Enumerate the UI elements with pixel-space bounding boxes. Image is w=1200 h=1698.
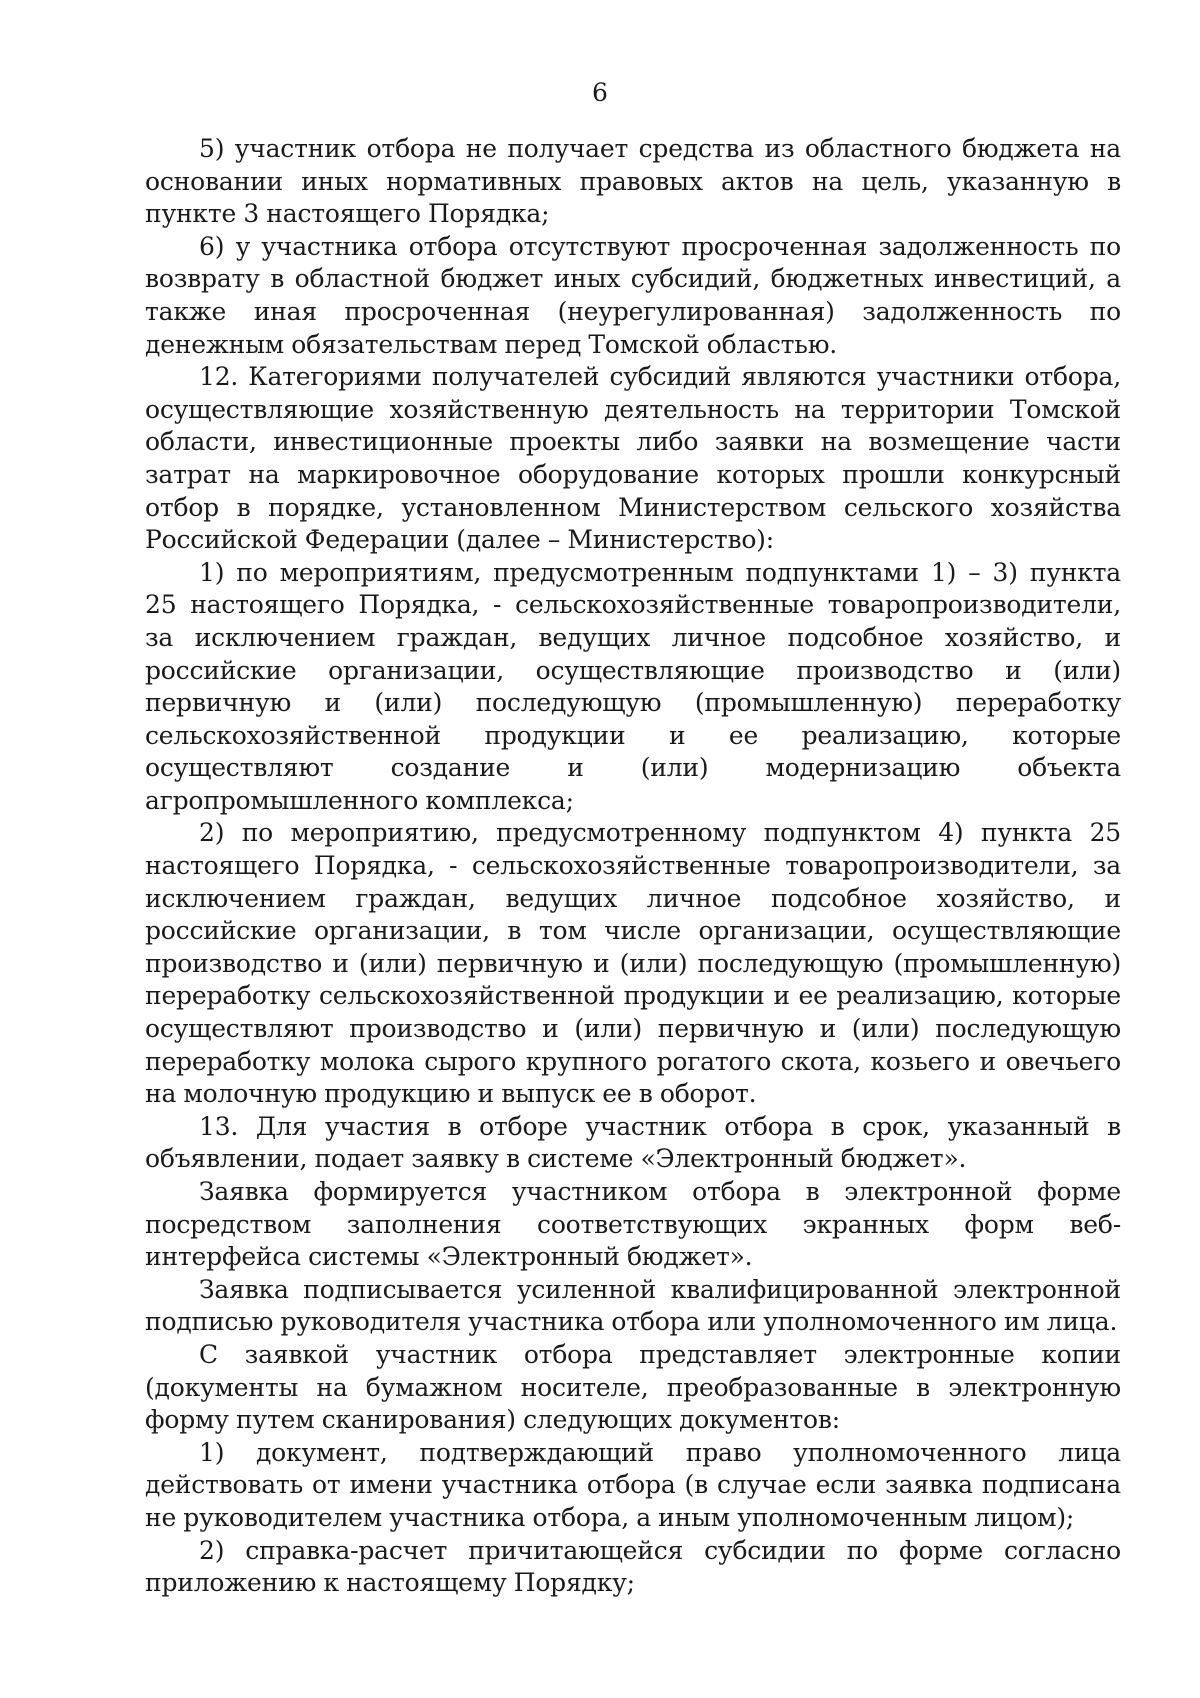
paragraph-electronic-copies: С заявкой участник отбора представляет электронные копии (документы на бумажном носителе, преобразованные в электронную форму путем сканирования) следующих документов: (145, 1339, 1121, 1435)
paragraph-section-12-item-2: 2) по мероприятию, предусмотренному подпунктом 4) пункта 25 настоящего Порядка, - сельскохозяйственные товаропроизводители, за исключением граждан, ведущих личное подсобное хозяйство, и российские организации, в том числе организации, осуществляющие производство и (или) первичную и (или) последующую (промышленную) переработку сельскохозяйственной продукции и ее реализацию, которые осуществляют производство и (или) первичную и (или) последующую переработку молока сырого крупного рогатого скота, козьего и овечьего на молочную продукцию и выпуск ее в оборот. (145, 818, 1121, 1109)
paragraph-document-item-2: 2) справка-расчет причитающейся субсидии по форме согласно приложению к настоящему Порядку; (145, 1535, 1121, 1598)
paragraph-document-item-1: 1) документ, подтверждающий право уполномоченного лица действовать от имени участника отбора (в случае если заявка подписана не руководителем участника отбора, а иным уполномоченным лицом); (145, 1437, 1121, 1532)
page-number: 6 (592, 78, 608, 107)
paragraph-application-signature: Заявка подписывается усиленной квалифицированной электронной подписью руководителя участника отбора или уполномоченного им лица. (145, 1274, 1121, 1337)
paragraph-section-13: 13. Для участия в отборе участник отбора в срок, указанный в объявлении, подает заявку в системе «Электронный бюджет». (145, 1111, 1121, 1174)
paragraph-application-form: Заявка формируется участником отбора в электронной форме посредством заполнения соответствующих экранных форм веб-интерфейса системы «Электронный бюджет». (145, 1177, 1121, 1272)
paragraph-item-5: 5) участник отбора не получает средства из областного бюджета на основании иных нормативных правовых актов на цель, указанную в пункте 3 настоящего Порядка; (145, 134, 1121, 229)
paragraph-item-6: 6) у участника отбора отсутствуют просроченная задолженность по возврату в областной бюджет иных субсидий, бюджетных инвестиций, а также иная просроченная (неурегулированная) задолженность по денежным обязательствам перед Томской областью. (145, 231, 1121, 359)
document-body (145, 133, 1121, 1600)
paragraph-section-12: 12. Категориями получателей субсидий являются участники отбора, осуществляющие хозяйственную деятельность на территории Томской области, инвестиционные проекты либо заявки на возмещение части затрат на маркировочное оборудование которых прошли конкурсный отбор в порядке, установленном Министерством сельского хозяйства Российской Федерации (далее – Министерство): (145, 362, 1121, 555)
paragraph-section-12-item-1: 1) по мероприятиям, предусмотренным подпунктами 1) – 3) пункта 25 настоящего Порядка, - сельскохозяйственные товаропроизводители, за исключением граждан, ведущих личное подсобное хозяйство, и российские организации, осуществляющие производство и (или) первичную и (или) последующую (промышленную) переработку сельскохозяйственной продукции и ее реализацию, которые осуществляют создание и (или) модернизацию объекта агропромышленного комплекса; (145, 557, 1121, 815)
